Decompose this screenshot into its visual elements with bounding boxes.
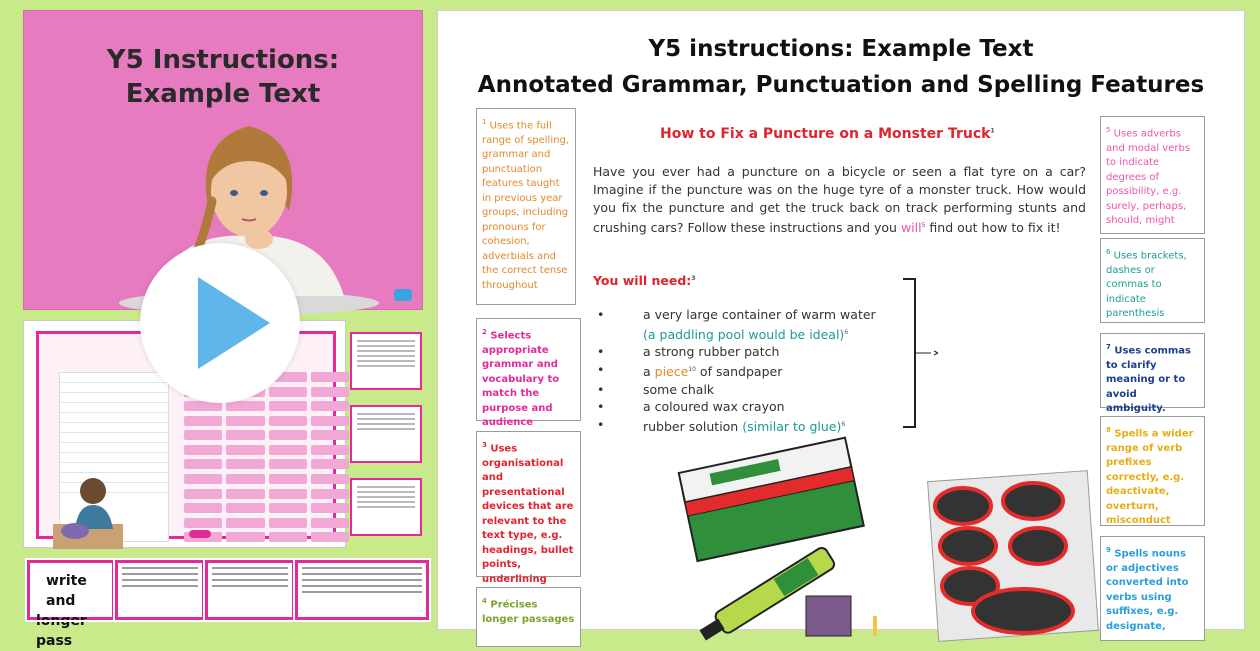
mini-card-1[interactable] xyxy=(350,332,422,390)
equipment-list xyxy=(593,306,913,436)
mini-card-2[interactable] xyxy=(350,405,422,463)
document-title: Y5 instructions: Example Text Annotated Grammar, Punctuation and Spelling Features xyxy=(477,36,1205,98)
list-item-note: (a paddling pool would be ideal)$^6$ xyxy=(643,326,849,342)
list-item: • some chalk xyxy=(593,381,913,399)
strip-card-3[interactable] xyxy=(205,560,295,620)
annotation-box-4: $^4$ Précises longer passages xyxy=(476,587,581,647)
list-item: • a strong rubber patch xyxy=(593,343,913,361)
annotation-box-6: $^6$ Uses brackets, dashes or commas to indicate parenthesis xyxy=(1100,238,1205,323)
you-will-need-heading: You will need:$^3$ xyxy=(593,273,696,288)
boy-illustration xyxy=(53,469,133,549)
list-item: • a piece$^{10}$ of sandpaper xyxy=(593,361,913,381)
annotation-box-1: $^1$ Uses the full range of spelling, grammar and punctuation features taught in previous year groups, including pronouns for cohesion, adverbials and the correct tense throughout xyxy=(476,108,576,305)
twinkl-logo xyxy=(394,289,412,301)
annotation-box-7: $^7$ Uses commas to clarify meaning or to avoid ambiguity. xyxy=(1100,333,1205,408)
twinkl-logo-small xyxy=(189,530,211,538)
annotation-box-5: $^5$ Uses adverbs and modal verbs to indicate degrees of possibility, e.g. surely, perhaps, should, might xyxy=(1100,116,1205,234)
annotation-box-3: $^3$ Uses organisational and presentational devices that are relevant to the text type, e.g. headings, bullet points, underlining xyxy=(476,431,581,577)
intro-paragraph: Have you ever had a puncture on a bicycle or seen a flat tyre on a car? Imagine if the puncture was on the huge tyre of a monster truck. How would you fix the puncture and get the truck back on track performing stunts and crushing cars? Follow these instructions and you will$^5$ find out how to fix it! xyxy=(593,164,1086,236)
document-page xyxy=(437,10,1245,630)
text-heading: How to Fix a Puncture on a Monster Truck$^1$ xyxy=(660,126,995,142)
annotation-box-9: $^9$ Spells nouns or adjectives converted into verbs using suffixes, e.g. designate, xyxy=(1100,536,1205,641)
mini-card-3[interactable] xyxy=(350,478,422,536)
list-bracket xyxy=(901,278,941,428)
strip-card-2[interactable] xyxy=(115,560,205,620)
slide-title: Y5 Instructions: Example Text xyxy=(106,45,340,109)
list-item: • rubber solution (similar to glue)$^6$ xyxy=(593,416,913,436)
annotation-box-2: $^2$ Selects appropriate grammar and vocabulary to match the purpose and audience xyxy=(476,318,581,421)
play-button[interactable] xyxy=(140,243,300,403)
play-icon xyxy=(140,243,300,403)
strip-card-4[interactable] xyxy=(295,560,429,620)
list-item: • a very large container of warm water xyxy=(593,306,913,324)
list-item: • a coloured wax crayon xyxy=(593,398,913,416)
strip-card-1[interactable]: write and longer pass xyxy=(27,560,115,620)
annotation-box-8: $^8$ Spells a wider range of verb prefixes correctly, e.g. deactivate, overturn, misconduct xyxy=(1100,416,1205,526)
repair-kit-illustration xyxy=(678,436,1108,636)
